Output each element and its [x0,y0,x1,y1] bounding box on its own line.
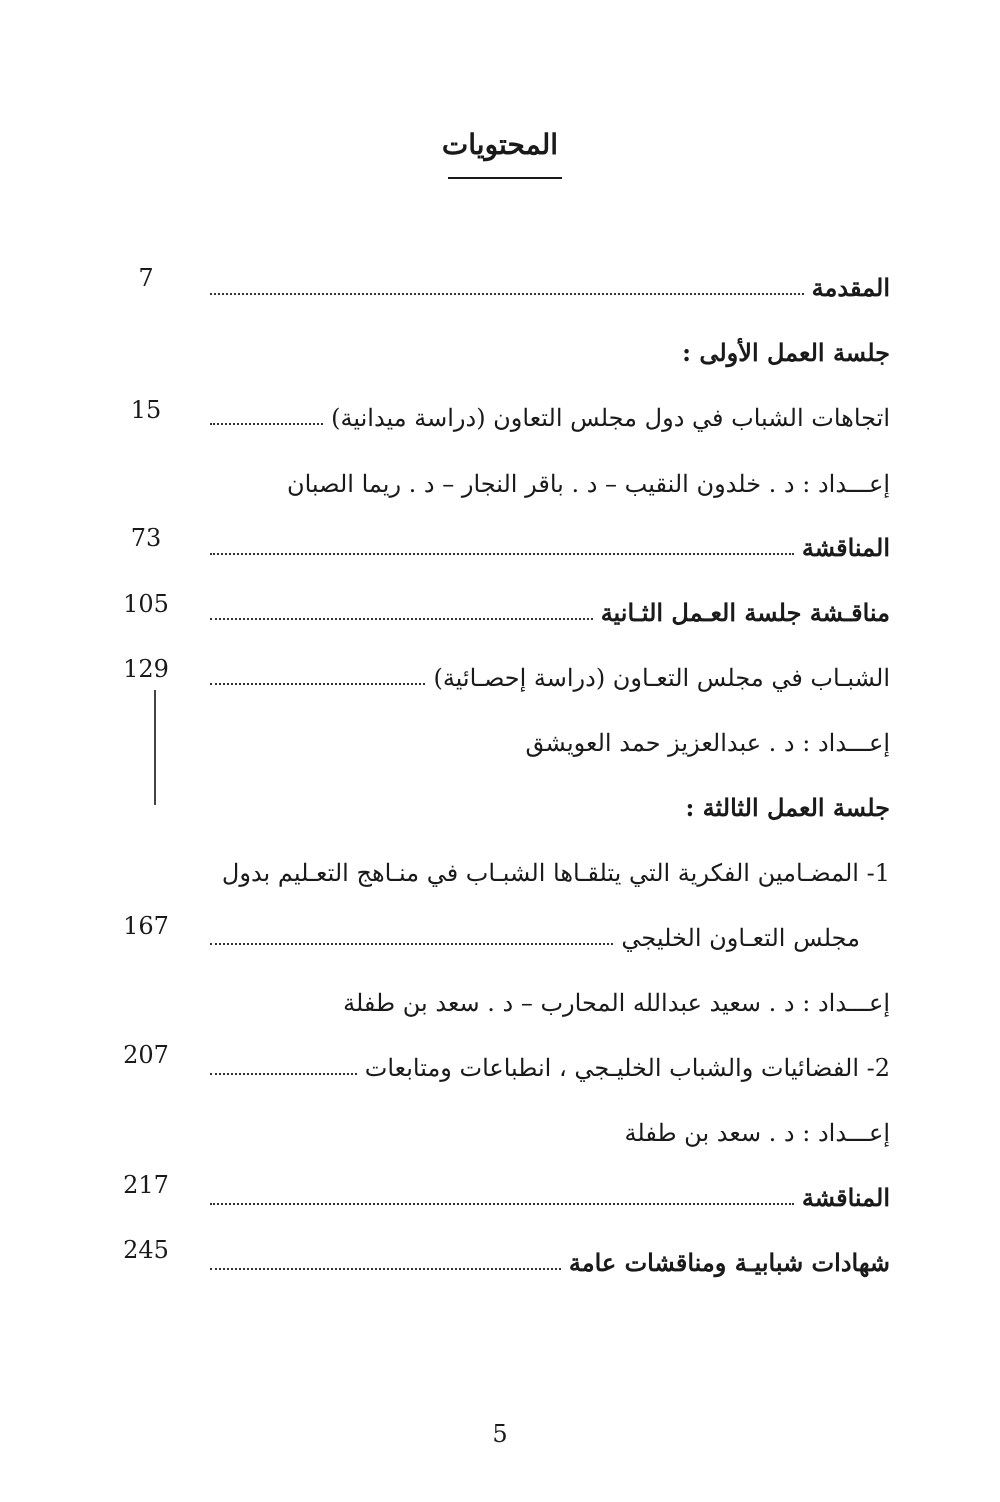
toc-entry-label: إعـــداد : د . سعد بن طفلة [624,1119,890,1147]
toc-authors-line [210,715,890,759]
toc-entry-label: المناقشة [801,533,890,562]
toc-authors-line [210,456,890,500]
margin-line-mark [154,690,156,805]
toc-page-number: 217 [123,1171,169,1199]
toc-entry-label: شهادات شبابيـة ومناقشات عامة [568,1248,890,1277]
toc-page-number: 15 [130,396,162,424]
toc-entry-youth-trends[interactable] [210,390,890,434]
toc-entry-label: إعـــداد : د . خلدون النقيب – د . باقر النجار – د . ريما الصبان [286,470,890,498]
toc-entry-youth-statistics[interactable] [210,650,890,694]
toc-page-number: 129 [123,655,169,683]
toc-page-number: 7 [138,264,154,292]
toc-entry-label: 1- المضـامين الفكرية التي يتلقـاها الشبـاب في منـاهج التعـليم بدول [221,859,890,887]
toc-entry-curricula-line2[interactable] [210,910,890,954]
toc-entry-discussion-2[interactable] [210,1170,890,1214]
toc-entry-satellite-channels[interactable] [210,1040,890,1084]
toc-page-number: 167 [123,912,169,940]
toc-entry-curricula-line1[interactable] [210,845,890,889]
dot-leader [210,943,613,945]
dot-leader [210,423,323,425]
toc-entry-label: إعـــداد : د . عبدالعزيز حمد العويشق [525,729,890,757]
dot-leader [210,553,794,555]
toc-authors-line [210,1105,890,1149]
toc-entry-label: اتجاهات الشباب في دول مجلس التعاون (دراسة ميدانية) [331,404,890,432]
toc-entry-youth-testimonies[interactable] [210,1235,890,1279]
toc-page-number: 207 [123,1041,169,1069]
toc-entry-label: المناقشة [801,1183,890,1212]
dot-leader [210,293,804,295]
toc-page-number: 245 [123,1236,169,1264]
toc-entry-label: جلسة العمل الثالثة : [685,793,890,822]
toc-entry-introduction[interactable] [210,260,890,304]
toc-entry-label: الشبـاب في مجلس التعـاون (دراسة إحصـائية) [433,664,890,692]
toc-section-heading-1 [210,325,890,369]
dot-leader [210,618,593,620]
toc-page-number: 105 [123,590,169,618]
toc-entry-label: مناقـشة جلسة العـمل الثـانية [600,598,890,627]
toc-entry-label: إعـــداد : د . سعيد عبدالله المحارب – د . سعد بن طفلة [343,989,890,1017]
dot-leader [210,1268,561,1270]
toc-entry-label: المقدمة [811,273,890,302]
page-title: المحتويات [441,128,559,161]
toc-entry-discussion-1[interactable] [210,520,890,564]
dot-leader [210,1203,794,1205]
dot-leader [210,1073,357,1075]
page-number: 5 [492,1420,508,1448]
toc-entry-label: مجلس التعـاون الخليجي [621,924,860,952]
toc-entry-session-two-discussion[interactable] [210,585,890,629]
toc-entry-label: 2- الفضائيات والشباب الخليـجي ، انطباعات ومتابعات [364,1054,890,1082]
toc-authors-line [210,975,890,1019]
toc-entry-label: جلسة العمل الأولى : [682,338,890,367]
dot-leader [210,683,425,685]
toc-section-heading-3 [210,780,890,824]
toc-page-number: 73 [130,524,162,552]
